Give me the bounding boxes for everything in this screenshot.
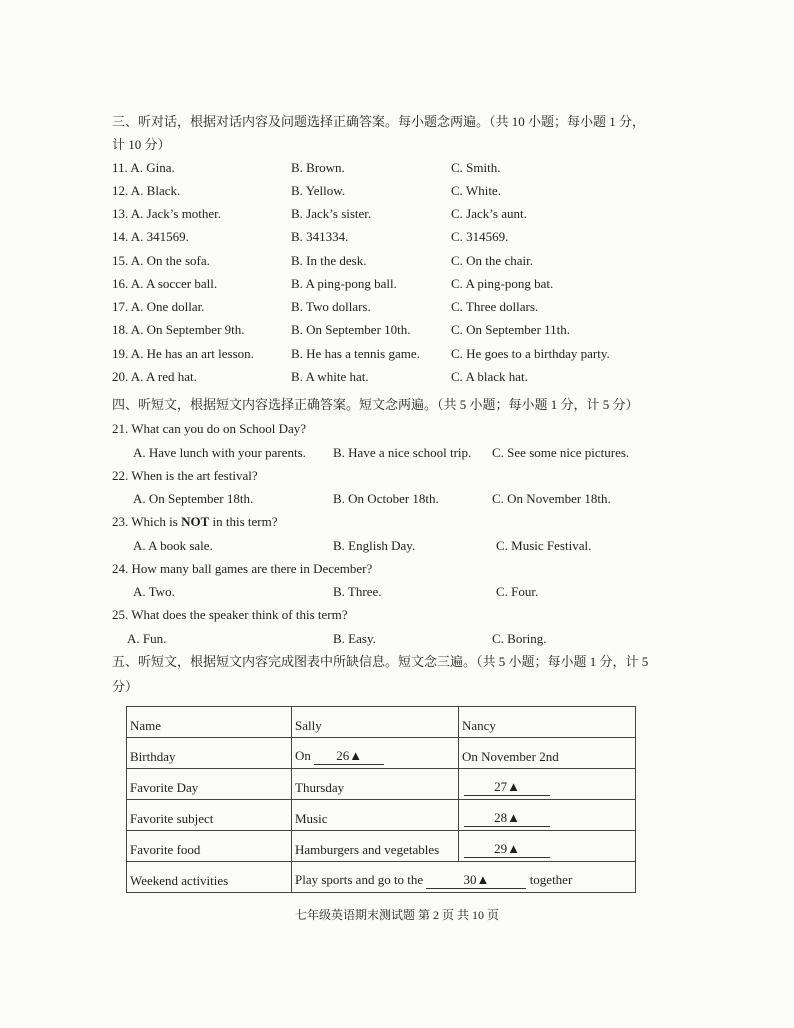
question-21-option-a: A. Have lunch with your parents. xyxy=(133,445,306,460)
answer-blank-27[interactable]: 27▲ xyxy=(464,779,550,796)
question-22-option-c: C. On November 18th. xyxy=(492,491,611,506)
question-23-stem-pre: 23. Which is xyxy=(112,514,182,529)
question-19-option-b: B. He has a tennis game. xyxy=(291,346,420,361)
table-cell-label: Favorite Day xyxy=(127,769,292,800)
question-17-option-b: B. Two dollars. xyxy=(291,299,371,314)
table-cell-sally xyxy=(292,738,459,769)
question-24-option-a: A. Two. xyxy=(133,584,175,599)
question-17-option-a: 17. A. One dollar. xyxy=(112,299,205,314)
answer-blank-28[interactable]: 28▲ xyxy=(464,810,550,827)
table-cell-label: Birthday xyxy=(127,738,292,769)
question-24-option-c: C. Four. xyxy=(496,584,539,599)
section4-heading: 四、听短文，根据短文内容选择正确答案。短文念两遍。（共 5 小题；每小题 1 分，计 5 分） xyxy=(112,397,639,412)
question-20-option-b: B. A white hat. xyxy=(291,369,369,384)
question-20-option-a: 20. A. A red hat. xyxy=(112,369,197,384)
table-cell-label: Weekend activities xyxy=(127,862,292,893)
question-19-option-a: 19. A. He has an art lesson. xyxy=(112,346,254,361)
question-21-stem: 21. What can you do on School Day? xyxy=(112,421,306,436)
question-25-stem: 25. What does the speaker think of this term? xyxy=(112,607,348,622)
answer-blank-30[interactable]: 30▲ xyxy=(426,872,526,889)
question-21-option-c: C. See some nice pictures. xyxy=(492,445,630,460)
question-11-option-b: B. Brown. xyxy=(291,160,345,175)
table-cell-label: Favorite food xyxy=(127,831,292,862)
section5-heading-line2: 分） xyxy=(112,679,139,694)
question-16-option-a: 16. A. A soccer ball. xyxy=(112,276,218,291)
question-22-option-a: A. On September 18th. xyxy=(133,491,254,506)
table-cell-sally: Thursday xyxy=(292,769,459,800)
table-cell-nancy xyxy=(459,800,636,831)
table-cell-sally: Sally xyxy=(292,707,459,738)
question-14-option-b: B. 341334. xyxy=(291,229,349,244)
question-23-option-a: A. A book sale. xyxy=(133,538,213,553)
table-row xyxy=(127,862,636,893)
question-17-option-c: C. Three dollars. xyxy=(451,299,539,314)
table-cell-nancy xyxy=(459,831,636,862)
page-footer: 七年级英语期末测试题 第 2 页 共 10 页 xyxy=(294,908,499,922)
question-18-option-a: 18. A. On September 9th. xyxy=(112,322,245,337)
question-23-option-b: B. English Day. xyxy=(333,538,416,553)
table-row xyxy=(127,738,636,769)
table-row xyxy=(127,800,636,831)
question-23-option-c: C. Music Festival. xyxy=(496,538,592,553)
answer-blank-26[interactable]: 26▲ xyxy=(314,748,384,765)
section5-heading-line1: 五、听短文，根据短文内容完成图表中所缺信息。短文念三遍。（共 5 小题；每小题 1 分，计 5 xyxy=(112,654,649,669)
table-row xyxy=(127,769,636,800)
question-16-option-b: B. A ping-pong ball. xyxy=(291,276,397,291)
question-24-stem: 24. How many ball games are there in December? xyxy=(112,561,373,576)
question-14-option-a: 14. A. 341569. xyxy=(112,229,189,244)
question-25-option-a: A. Fun. xyxy=(127,631,167,646)
table-cell-label: Favorite subject xyxy=(127,800,292,831)
question-12-option-c: C. White. xyxy=(451,183,501,198)
section3-heading-line1: 三、听对话，根据对话内容及问题选择正确答案。每小题念两遍。（共 10 小题；每小题 1 分， xyxy=(112,114,646,129)
question-22-stem: 22. When is the art festival? xyxy=(112,468,258,483)
table-cell-merged xyxy=(292,862,636,893)
question-18-option-c: C. On September 11th. xyxy=(451,322,571,337)
table-cell-sally: Music xyxy=(292,800,459,831)
question-23-stem xyxy=(112,514,278,530)
question-23-stem-emphasis: NOT xyxy=(181,514,210,529)
question-12-option-a: 12. A. Black. xyxy=(112,183,181,198)
question-11-option-a: 11. A. Gina. xyxy=(112,160,175,175)
section3-heading-line2: 计 10 分） xyxy=(112,137,171,152)
question-15-option-a: 15. A. On the sofa. xyxy=(112,253,210,268)
question-21-option-b: B. Have a nice school trip. xyxy=(333,445,472,460)
table-cell-nancy: On November 2nd xyxy=(459,738,636,769)
answer-blank-29[interactable]: 29▲ xyxy=(464,841,550,858)
table-cell-sally: Hamburgers and vegetables xyxy=(292,831,459,862)
info-table xyxy=(126,706,636,893)
weekend-prefix: Play sports and go to the xyxy=(295,872,424,887)
question-11-option-c: C. Smith. xyxy=(451,160,501,175)
question-19-option-c: C. He goes to a birthday party. xyxy=(451,346,610,361)
question-18-option-b: B. On September 10th. xyxy=(291,322,411,337)
table-row xyxy=(127,831,636,862)
table-cell-label: Name xyxy=(127,707,292,738)
table-cell-nancy xyxy=(459,769,636,800)
question-13-option-b: B. Jack’s sister. xyxy=(291,206,372,221)
question-22-option-b: B. On October 18th. xyxy=(333,491,439,506)
question-12-option-b: B. Yellow. xyxy=(291,183,346,198)
question-16-option-c: C. A ping-pong bat. xyxy=(451,276,554,291)
weekend-suffix: together xyxy=(529,872,573,887)
birthday-prefix: On xyxy=(295,748,315,763)
question-15-option-c: C. On the chair. xyxy=(451,253,533,268)
question-20-option-c: C. A black hat. xyxy=(451,369,528,384)
table-cell-nancy: Nancy xyxy=(459,707,636,738)
question-24-option-b: B. Three. xyxy=(333,584,382,599)
question-13-option-a: 13. A. Jack’s mother. xyxy=(112,206,222,221)
question-25-option-b: B. Easy. xyxy=(333,631,376,646)
question-25-option-c: C. Boring. xyxy=(492,631,547,646)
question-13-option-c: C. Jack’s aunt. xyxy=(451,206,527,221)
question-14-option-c: C. 314569. xyxy=(451,229,509,244)
table-row xyxy=(127,707,636,738)
question-23-stem-post: in this term? xyxy=(209,514,278,529)
question-15-option-b: B. In the desk. xyxy=(291,253,367,268)
